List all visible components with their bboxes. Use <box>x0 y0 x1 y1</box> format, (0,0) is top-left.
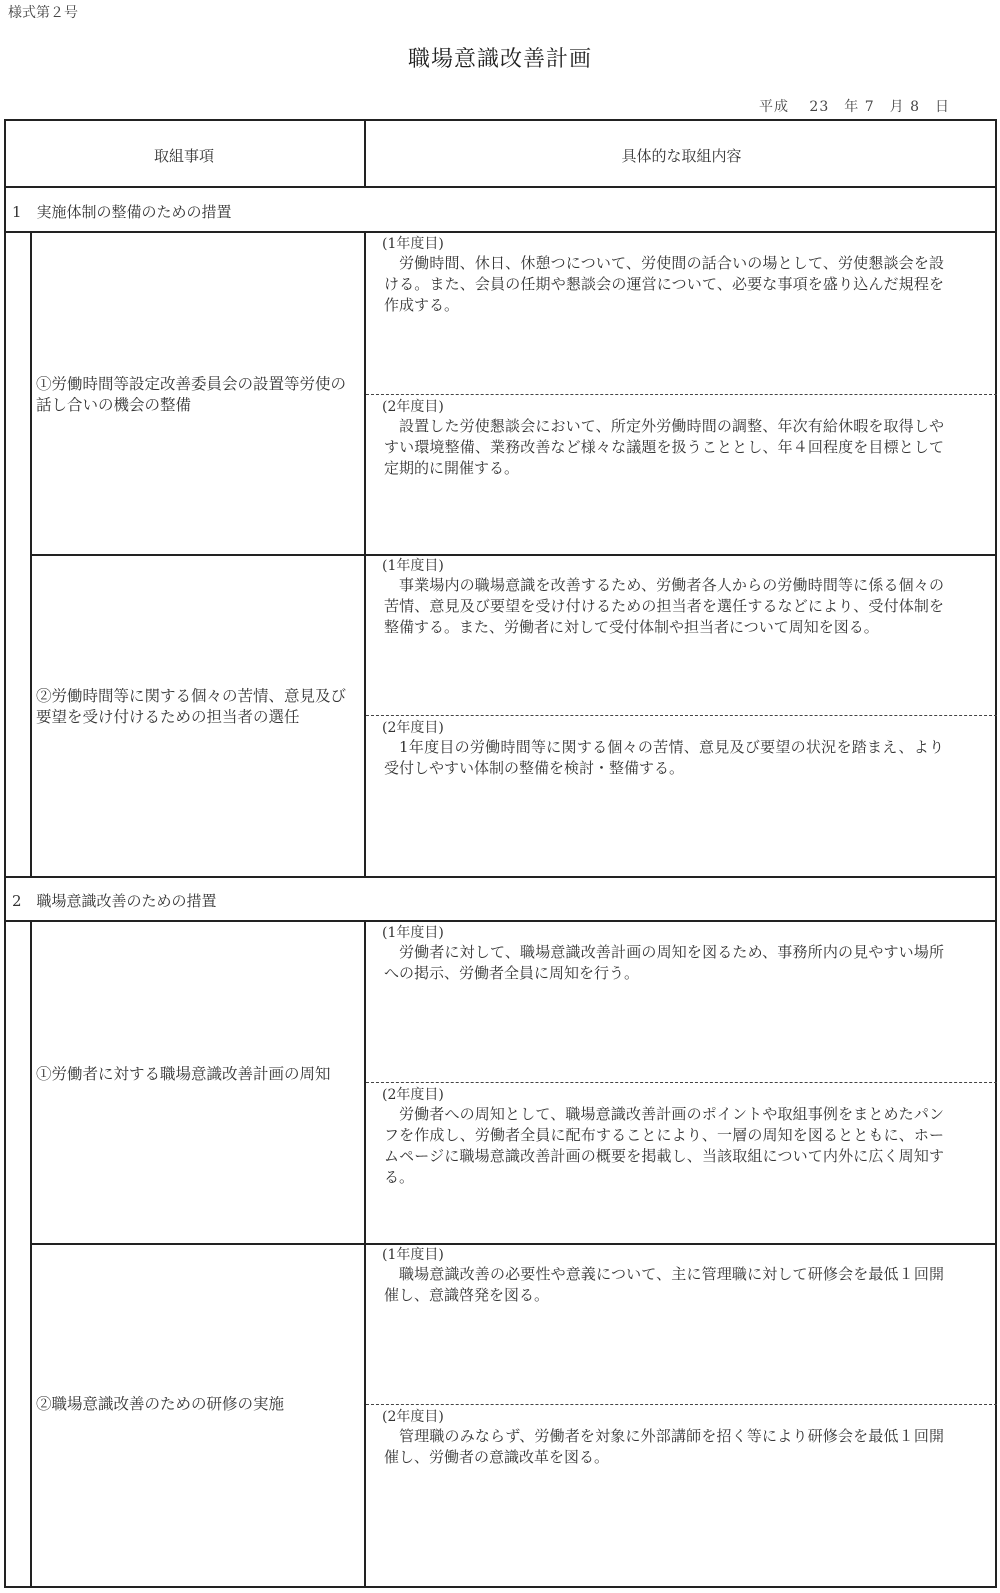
section-2-column-divider <box>364 920 366 1588</box>
year-1-label: (1年度目) <box>382 1247 444 1263</box>
year-1-label: (1年度目) <box>382 236 444 252</box>
item-rule <box>30 1243 997 1245</box>
year-2-text: 1年度目の労働時間等に関する個々の苦情、意見及び要望の状況を踏まえ、より受付しやすい体制の整備を検討・整備する。 <box>384 738 944 777</box>
header-bottom-rule <box>4 186 997 188</box>
section-1-bottom-rule <box>4 876 997 878</box>
year-1-text: 労働者に対して、職場意識改善計画の周知を図るため、事務所内の見やすい場所への掲示、労働者全員に周知を行う。 <box>384 943 944 982</box>
date-year-unit: 年 <box>844 99 860 115</box>
date-month-unit: 月 <box>889 99 905 115</box>
header-content: 具体的な取組内容 <box>621 147 742 165</box>
year-2-text: 管理職のみならず、労働者を対象に外部講師を招く等により研修会を最低１回開催し、労働者の意識改革を図る。 <box>384 1427 944 1466</box>
date-month: 7 <box>864 99 875 115</box>
year-1-text: 事業場内の職場意識を改善するため、労働者各人からの労働時間等に係る個々の苦情、意見及び要望を受け付けるための担当者を選任するなどにより、受付体制を整備する。また、労働者に対して受付体制や担当者について周知を図る。 <box>384 576 944 636</box>
section-2-item-2-label: ②職場意識改善のための研修の実施 <box>36 1395 285 1413</box>
section-1-item-1-label: ①労働時間等設定改善委員会の設置等労使の話し合いの機会の整備 <box>36 375 347 414</box>
section-1-item-2-label: ②労働時間等に関する個々の苦情、意見及び要望を受け付けるための担当者の選任 <box>36 687 347 726</box>
year-2-label: (2年度目) <box>382 1087 444 1103</box>
item-rule <box>30 554 997 556</box>
date-day: 8 <box>910 99 920 115</box>
section-1-item-1-year-2 <box>384 398 944 479</box>
year-2-label: (2年度目) <box>382 399 444 415</box>
section-2-indent-line <box>30 920 32 1588</box>
section-1-title: 1 実施体制の整備のための措置 <box>12 203 232 221</box>
document-title: 職場意識改善計画 <box>407 47 592 72</box>
plan-table <box>4 119 997 1588</box>
section-2-item-1-year-2 <box>384 1086 944 1188</box>
section-2-item-1-label: ①労働者に対する職場意識改善計画の周知 <box>36 1065 331 1083</box>
year-divider <box>366 394 997 395</box>
year-1-text: 労働時間、休日、休憩つについて、労使間の話合いの場として、労使懇談会を設ける。また、会員の任期や懇談会の運営について、必要な事項を盛り込んだ規程を作成する。 <box>384 254 944 314</box>
date-day-unit: 日 <box>935 99 950 115</box>
section-2-title: 2 職場意識改善のための措置 <box>12 892 217 910</box>
date-era: 平成 <box>758 99 789 115</box>
year-divider <box>366 1404 997 1405</box>
section-1-item-1-year-1 <box>384 235 944 316</box>
year-divider <box>366 1082 997 1083</box>
year-divider <box>366 715 997 716</box>
year-1-label: (1年度目) <box>382 925 444 941</box>
section-1-item-2-year-2 <box>384 719 944 779</box>
header-initiative: 取組事項 <box>153 147 214 165</box>
form-number: 様式第２号 <box>8 5 78 21</box>
date-year: 23 <box>809 99 830 115</box>
section-2-item-2-year-1 <box>384 1246 944 1306</box>
document-date <box>759 96 950 116</box>
section-2-item-1-year-1 <box>384 924 944 984</box>
year-1-text: 職場意識改善の必要性や意義について、主に管理職に対して研修会を最低１回開催し、意識啓発を図る。 <box>384 1265 944 1304</box>
year-2-label: (2年度目) <box>382 720 444 736</box>
section-2-item-2-year-2 <box>384 1408 944 1468</box>
section-1-item-2-year-1 <box>384 557 944 638</box>
section-2-rule <box>4 920 997 922</box>
section-1-rule <box>4 231 997 233</box>
year-2-text: 労働者への周知として、職場意識改善計画のポイントや取組事例をまとめたパンフを作成し、労働者全員に配布することにより、一層の周知を図るとともに、ホームページに職場意識改善計画の概要を掲載し、当該取組について内外に広く周知する。 <box>384 1105 944 1186</box>
year-2-text: 設置した労使懇談会において、所定外労働時間の調整、年次有給休暇を取得しやすい環境整備、業務改善など様々な議題を扱うこととし、年４回程度を目標として定期的に開催する。 <box>384 417 944 477</box>
year-2-label: (2年度目) <box>382 1409 444 1425</box>
year-1-label: (1年度目) <box>382 558 444 574</box>
